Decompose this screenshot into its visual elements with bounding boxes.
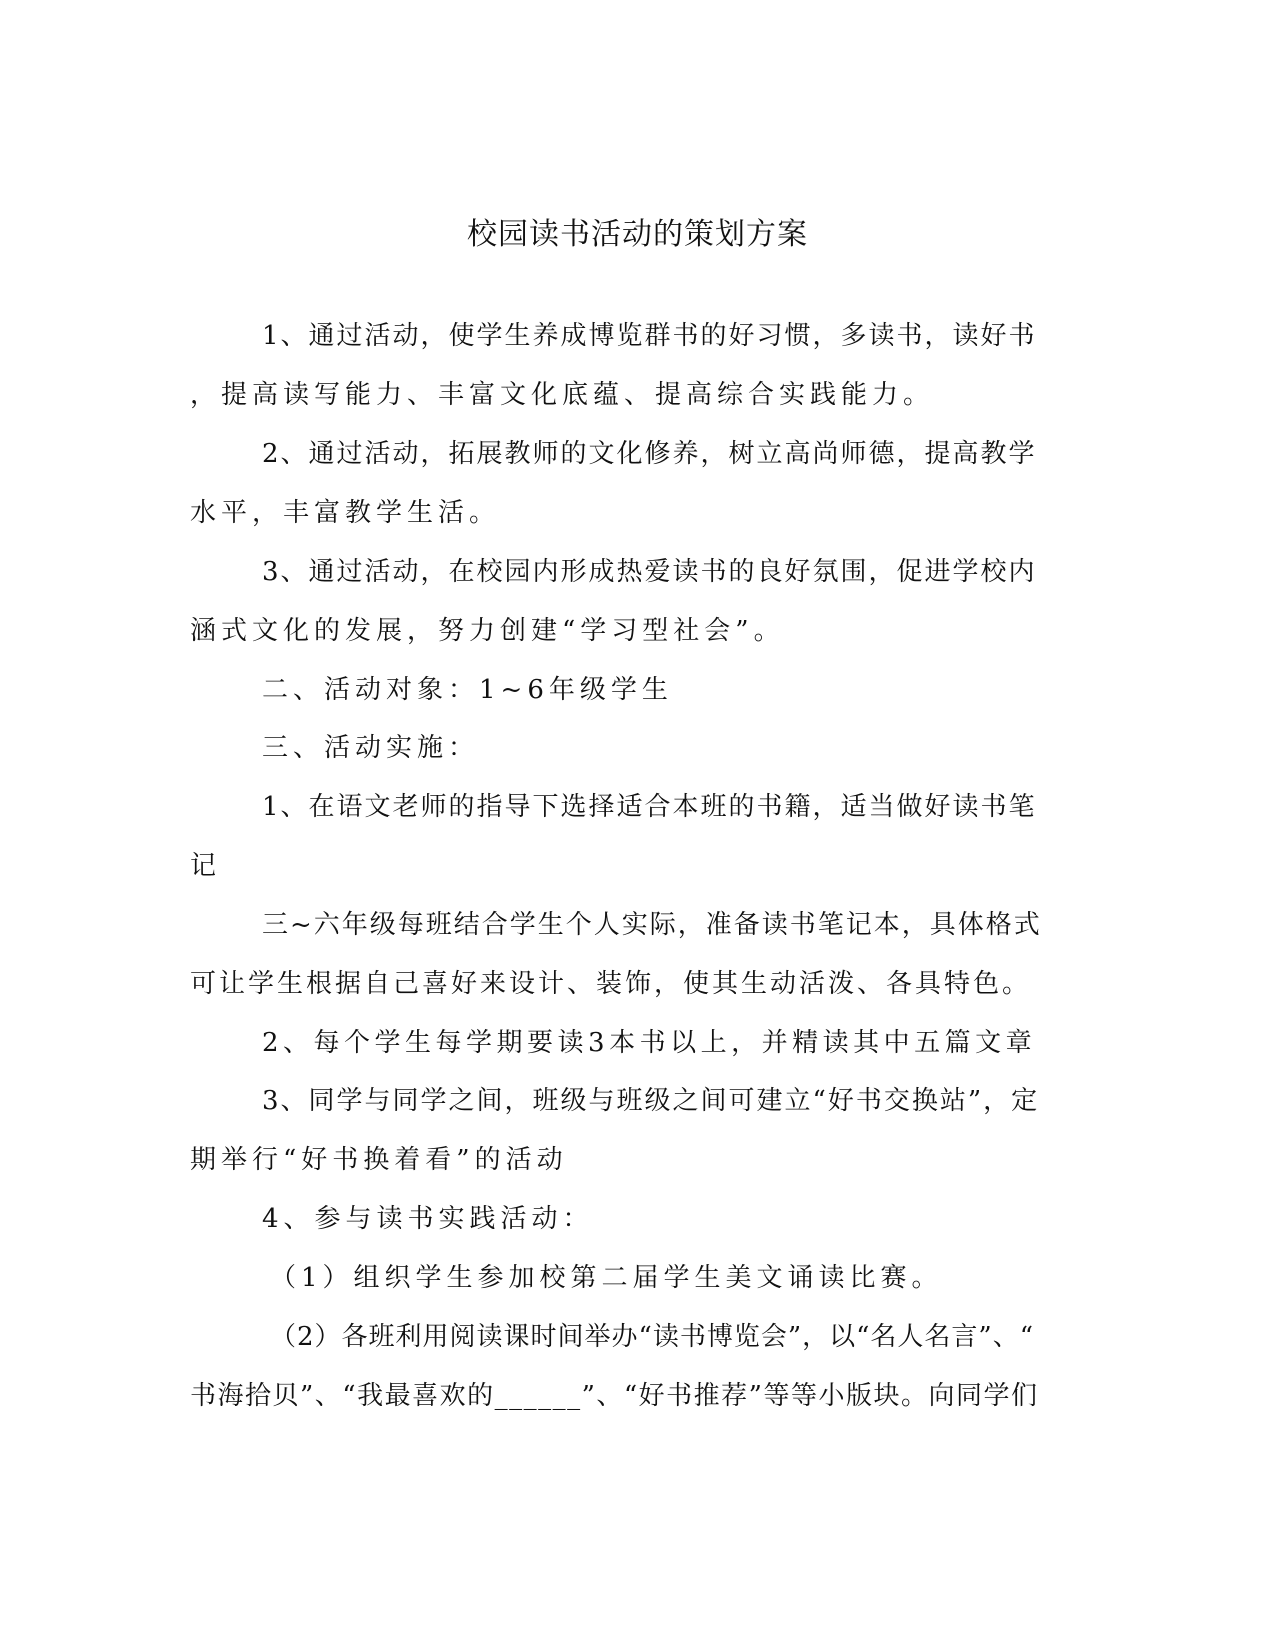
paragraph-line: 4、参与读书实践活动： bbox=[262, 1204, 594, 1234]
paragraph-line: （1）组织学生参加校第二届学生美文诵读比赛。 bbox=[270, 1263, 943, 1293]
paragraph-line: 涵式文化的发展，努力创建“学习型社会”。 bbox=[190, 616, 785, 646]
section-heading: 二、活动对象：1~6年级学生 bbox=[262, 675, 673, 705]
paragraph-line: 期举行“好书换着看”的活动 bbox=[190, 1145, 568, 1175]
document-title: 校园读书活动的策划方案 bbox=[467, 217, 808, 252]
paragraph-line: 记 bbox=[190, 851, 222, 881]
paragraph-line: ，提高读写能力、丰富文化底蕴、提高综合实践能力。 bbox=[190, 380, 935, 410]
paragraph-line: 水平，丰富教学生活。 bbox=[190, 498, 501, 528]
paragraph-line: 3、通过活动，在校园内形成热爱读书的良好氛围，促进学校内 bbox=[262, 557, 1037, 587]
paragraph-line: 书海拾贝”、“我最喜欢的______”、“好书推荐”等等小版块。向同学们 bbox=[190, 1381, 1039, 1411]
paragraph-line: 三~六年级每班结合学生个人实际，准备读书笔记本，具体格式 bbox=[262, 910, 1042, 940]
paragraph-line: 2、每个学生每学期要读3本书以上，并精读其中五篇文章 bbox=[262, 1028, 1037, 1058]
paragraph-line: （2）各班利用阅读课时间举办“读书博览会”，以“名人名言”、“ bbox=[270, 1322, 1035, 1352]
paragraph-line: 2、通过活动，拓展教师的文化修养，树立高尚师德，提高教学 bbox=[262, 439, 1037, 469]
paragraph-line: 3、同学与同学之间，班级与班级之间可建立“好书交换站”，定 bbox=[262, 1086, 1040, 1116]
paragraph-line: 可让学生根据自己喜好来设计、装饰，使其生动活泼、各具特色。 bbox=[190, 969, 1032, 999]
section-heading: 三、活动实施： bbox=[262, 733, 480, 763]
paragraph-line: 1、通过活动，使学生养成博览群书的好习惯，多读书，读好书 bbox=[262, 321, 1037, 351]
paragraph-line: 1、在语文老师的指导下选择适合本班的书籍，适当做好读书笔 bbox=[262, 792, 1037, 822]
